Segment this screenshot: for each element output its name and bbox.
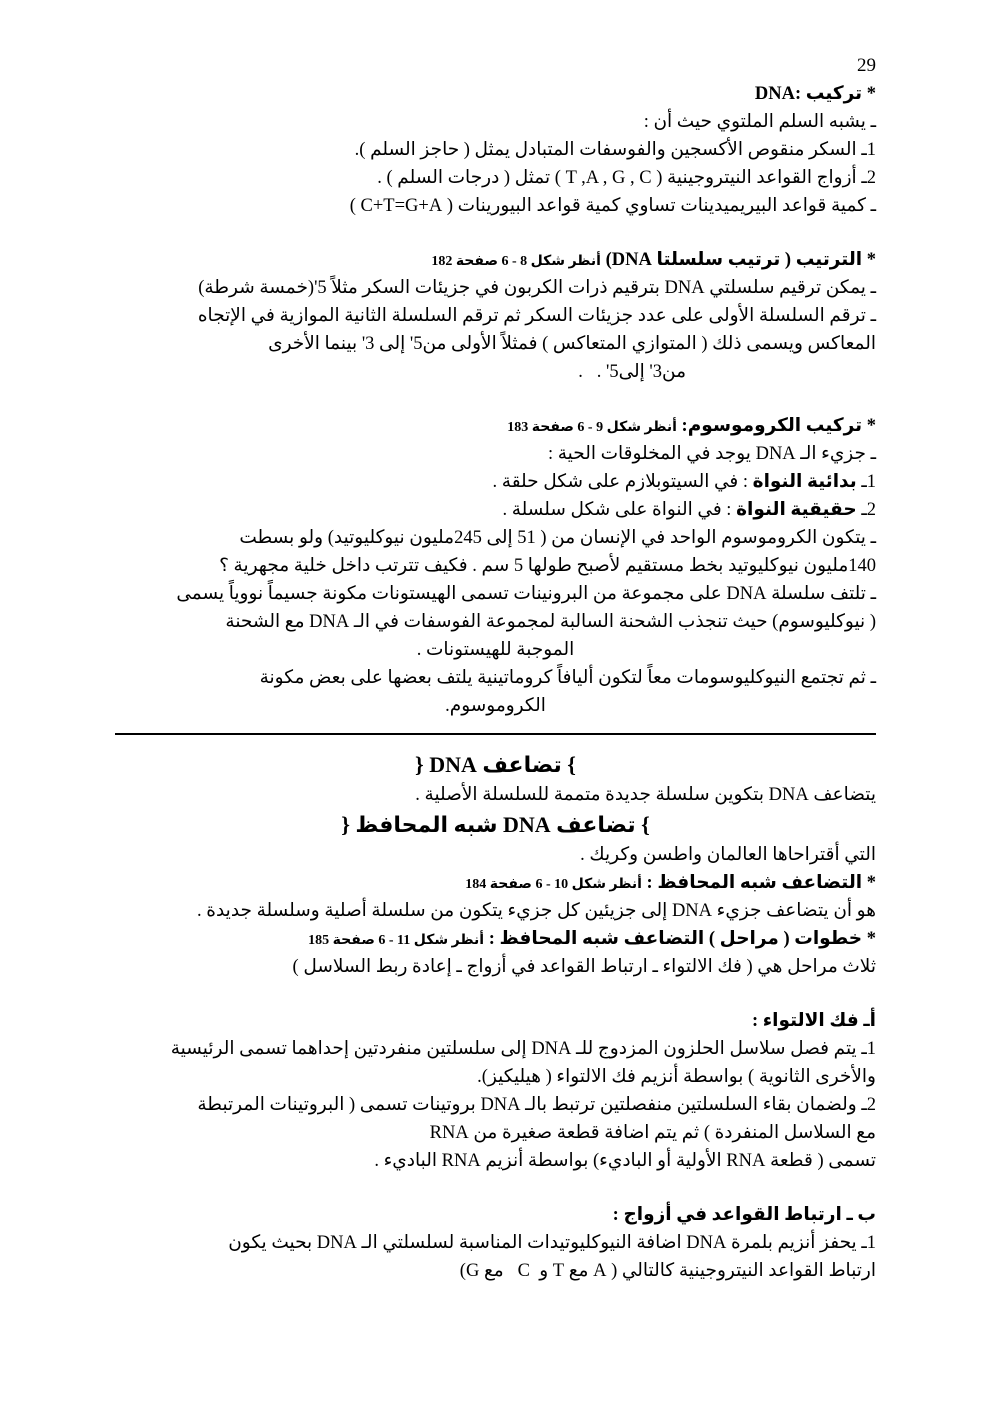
text-segment: ـ ثم تجتمع النيوكليوسومات معاً لتكون أليافاً كروماتينية يلتف بعضها على بعض مكونة <box>259 668 876 688</box>
body-line <box>115 136 876 164</box>
text-segment: أـ فك الالتواء : <box>751 1011 876 1031</box>
text-segment: حقيقية النواة <box>736 500 857 520</box>
body-line <box>115 608 876 636</box>
section-heading-dna-structure <box>115 80 876 108</box>
body-line <box>115 496 876 524</box>
body-line <box>115 358 876 386</box>
paragraph-gap <box>115 1175 876 1201</box>
text-segment: ) <box>349 196 361 216</box>
text-segment: تسمى ( قطعة RNA الأولية أو الباديء) بواسطة أنزيم RNA الباديء . <box>374 1151 876 1171</box>
document-content <box>115 80 876 1285</box>
body-line <box>115 1035 876 1063</box>
text-segment: ( نيوكليوسوم) حيث تنجذب الشحنة السالبة لمجموعة الفوسفات في الـ DNA مع الشحنة <box>225 612 876 632</box>
text-segment: المعاكس ويسمى ذلك ( المتوازي المتعاكس ) فمثلاً الأولى من5' إلى 3' بينما الأخرى <box>268 334 876 354</box>
text-segment: ثلاث مراحل هي ( فك الالتواء ـ ارتباط القواعد في أزواج ـ إعادة ربط السلاسل ) <box>292 957 876 977</box>
text-segment: ـ كمية قواعد البيريميدينات تساوي كمية قواعد البيورينات ( <box>442 196 876 216</box>
paragraph-gap <box>115 981 876 1007</box>
text-segment: C+T=G+A <box>360 196 443 216</box>
text-segment: ـ يتكون الكروموسوم الواحد في الإنسان من ( 51 إلى 245مليون نيوكليوتيد) ولو بسطت <box>239 528 876 548</box>
body-line <box>115 552 876 580</box>
text-segment: ـ ترقم السلسلة الأولى على عدد جزيئات السكر ثم ترقم السلسلة الثانية الموازية في الإتجاه <box>197 306 876 326</box>
section-heading-semiconservative-def <box>115 869 876 897</box>
document-content-wrapper <box>0 52 993 1285</box>
subsection-heading-unwinding <box>115 1007 876 1035</box>
text-segment: الكروموسوم. <box>445 696 546 716</box>
body-line <box>115 692 876 720</box>
body-line <box>115 1229 876 1257</box>
text-segment: 2ـ <box>856 500 876 520</box>
text-segment: أنظر شكل 10 - 6 صفحة 184 <box>465 877 642 892</box>
text-segment: من3' إلى5' . . <box>578 362 686 382</box>
body-line <box>115 664 876 692</box>
text-segment: الموجبة للهيستونات . <box>416 640 575 660</box>
page-number: 29 <box>857 55 876 76</box>
text-segment: أنظر شكل 9 - 6 صفحة 183 <box>507 420 677 435</box>
body-line <box>115 108 876 136</box>
body-line <box>115 164 876 192</box>
body-line <box>115 841 876 869</box>
text-segment: ـ يمكن ترقيم سلسلتي DNA بترقيم ذرات الكربون في جزيئات السكر مثلاً 5'(خمسة شرطة) <box>198 278 876 298</box>
body-line <box>115 953 876 981</box>
paragraph-gap <box>115 220 876 246</box>
text-segment: هو أن يتضاعف جزيء DNA إلى جزيئين كل جزيء يتكون من سلسلة أصلية وسلسلة جديدة . <box>197 901 876 921</box>
paragraph-gap <box>115 386 876 412</box>
subsection-heading-base-pairing <box>115 1201 876 1229</box>
text-segment: : في النواة على شكل سلسلة . <box>502 500 737 520</box>
text-segment: * التضاعف شبه المحافظ : <box>641 873 876 893</box>
text-segment: : في السيتوبلازم على شكل حلقة . <box>492 472 753 492</box>
text-segment: ـ تلتف سلسلة DNA على مجموعة من البرونينات تسمى الهيستونات مكونة جسيماً نووياً يسمى <box>176 584 876 604</box>
centered-heading-semiconservative <box>115 809 876 841</box>
body-line <box>115 468 876 496</box>
text-segment: 140مليون نيوكليوتيد بخط مستقيم لأصبح طولها 5 سم . فكيف تترتب داخل خلية مجهرية ؟ <box>219 556 876 576</box>
text-segment: أنظر شكل 11 - 6 صفحة 185 <box>308 933 485 948</box>
text-segment: * خطوات ( مراحل ) التضاعف شبه المحافظ : <box>484 929 876 949</box>
text-segment: ـ يشبه السلم الملتوي حيث أن : <box>643 112 876 132</box>
text-segment: 1ـ يتم فصل سلاسل الحلزون المزدوج للـ DNA إلى سلسلتين منفردتين إحداهما تسمى الرئيسية <box>170 1039 876 1059</box>
text-segment: أنظر شكل 8 - 6 صفحة 182 <box>431 254 601 269</box>
text-segment: 1ـ يحفز أنزيم بلمرة DNA اضافة النيوكليوتيدات المناسبة لسلسلتي الـ DNA بحيث يكون <box>228 1233 876 1253</box>
text-segment: 2ـ أزواج القواعد النيتروجينية ( <box>651 168 876 188</box>
body-line <box>115 1119 876 1147</box>
text-segment: ارتباط القواعد النيتروجينية كالتالي ( A مع T و C مع G) <box>459 1261 876 1281</box>
text-segment: T ,A , G , C <box>565 168 652 188</box>
body-line <box>115 636 876 664</box>
text-segment: 1ـ <box>856 472 876 492</box>
text-segment: * تركيب :DNA <box>754 84 876 104</box>
body-line <box>115 897 876 925</box>
section-divider <box>115 733 876 735</box>
section-heading-replication-steps <box>115 925 876 953</box>
body-line <box>115 192 876 220</box>
text-segment: * الترتيب ( ترتيب سلسلتا DNA) <box>600 250 876 270</box>
body-line <box>115 580 876 608</box>
text-segment: ) تمثل ( درجات السلم ) . <box>377 168 566 188</box>
body-line <box>115 1257 876 1285</box>
section-heading-chromosome <box>115 412 876 440</box>
text-segment: بدائية النواة <box>752 472 857 492</box>
centered-heading-dna-replication <box>115 749 876 781</box>
page-number-row <box>115 52 876 80</box>
text-segment: التي أقتراحاها العالمان واطسن وكريك . <box>580 845 876 865</box>
body-line <box>115 440 876 468</box>
body-line <box>115 302 876 330</box>
text-segment: ـ جزيء الـ DNA يوجد في المخلوقات الحية : <box>547 444 876 464</box>
text-segment: مع السلاسل المنفردة ) ثم يتم اضافة قطعة صغيرة من RNA <box>429 1123 876 1143</box>
text-segment: 2ـ ولضمان بقاء السلسلتين منفصلتين ترتبط بالـ DNA بروتينات تسمى ( البروتينات المرتبطة <box>197 1095 876 1115</box>
text-segment: } تضاعف DNA شبه المحافظ { <box>341 812 650 837</box>
text-segment: 1ـ السكر منقوص الأكسجين والفوسفات المتبادل يمثل ( حاجز السلم ). <box>354 140 876 160</box>
text-segment: } تضاعف DNA { <box>415 752 576 777</box>
text-segment: * تركيب الكروموسوم: <box>676 416 876 436</box>
text-segment: ب ـ ارتباط القواعد في أزواج : <box>612 1205 876 1225</box>
body-line <box>115 524 876 552</box>
body-line <box>115 781 876 809</box>
text-segment: والأخرى الثانوية ) بواسطة أنزيم فك الالتواء ( هيليكيز). <box>477 1067 876 1087</box>
body-line <box>115 274 876 302</box>
body-line <box>115 1063 876 1091</box>
text-segment: يتضاعف DNA بتكوين سلسلة جديدة متممة للسلسلة الأصلية . <box>415 785 876 805</box>
section-heading-strand-order <box>115 246 876 274</box>
body-line <box>115 330 876 358</box>
body-line <box>115 1147 876 1175</box>
body-line <box>115 1091 876 1119</box>
